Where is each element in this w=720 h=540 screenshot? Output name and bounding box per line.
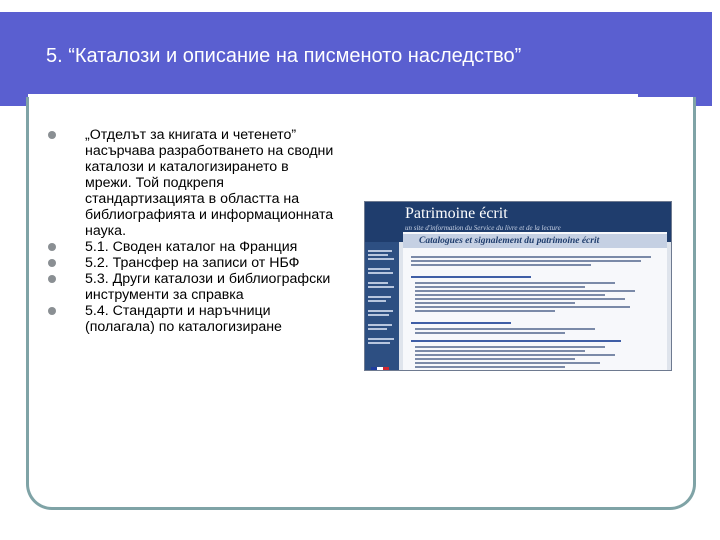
website-screenshot [364, 201, 672, 371]
slide-title: 5. “Каталози и описание на писменото наследство” [46, 45, 522, 67]
bullet-dot-icon [48, 275, 56, 283]
french-flag-icon [371, 366, 389, 371]
bullet-item: 5.3. Други каталози и библиографски инструменти за справка [48, 271, 338, 303]
bullet-item: 5.1. Сводeн каталог на Франция [48, 239, 338, 255]
bullet-item: „Отделът за книгата и четенето” насърчава разработването на сводни каталози и каталогизирането в мрежи. Той подкрепя стандартизацията в областта на библиографията и информационната наука. [48, 127, 338, 239]
website-tagline: un site d'information du Service du livre et de la lecture [405, 224, 561, 232]
website-content [403, 232, 667, 370]
bullet-item: 5.4. Стандарти и наръчници (полагала) по каталогизиране [48, 303, 338, 335]
bullet-dot-icon [48, 259, 56, 267]
website-brand: Patrimoine écrit [405, 205, 508, 222]
bullet-dot-icon [48, 307, 56, 315]
bullet-list [48, 127, 338, 335]
website-heading: Catalogues et signalement du patrimoine écrit [419, 236, 600, 246]
bullet-dot-icon [48, 243, 56, 251]
website-sidebar [365, 242, 399, 370]
bullet-item: 5.2. Трансфер на записи от НБФ [48, 255, 338, 271]
bullet-dot-icon [48, 131, 56, 139]
